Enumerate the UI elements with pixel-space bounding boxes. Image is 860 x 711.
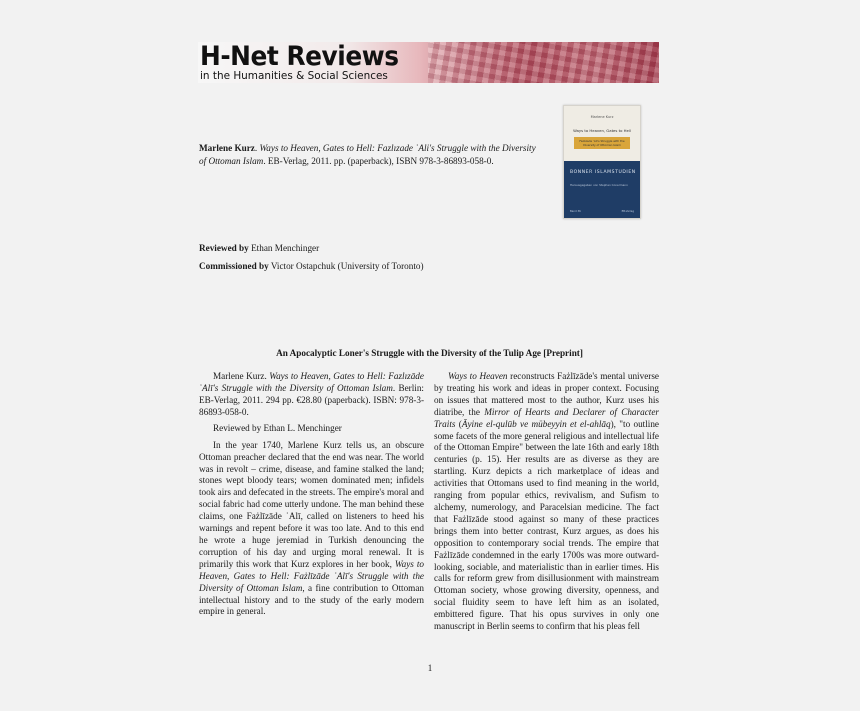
cover-box-text: Fazlızade ʿAli's Struggle with the Diversity of Ottoman Islam [579,139,625,147]
hnet-logo-text: H-Net Reviews [200,42,399,72]
cover-top [564,106,640,161]
reviewer-name: Ethan Menchinger [251,243,320,253]
text-span: . Berlin: EB-Verlag, 2011. 294 pp. €28.80 (paperback). ISBN: 978-3-86893-058-0. [199,382,424,417]
paragraph [199,440,424,619]
text-span: reconstructs Fażlīzāde's mental universe by treating his work and ideas in proper context. Focusing on issues that mattered most to the author, Kurz uses his diatribe, the [434,371,659,417]
text-span: Marlene Kurz. [213,371,270,381]
reviewed-by-label: Reviewed by [199,243,249,253]
hnet-banner [198,42,659,83]
cover-title-box [574,137,630,149]
commissioned-by-label: Commissioned by [199,261,269,271]
cover-editor: Herausgegeben von Stephan Conermann [570,183,628,187]
text-span: , a fine contribution to Ottoman intellectual history and to the study of the early modern empire in general. [199,582,424,617]
reviewed-by-line [199,242,319,254]
cover-author: Marlene Kurz [590,115,614,119]
commissioned-by-line [199,260,424,272]
cover-series: BONNER ISLAMSTUDIEN [570,170,636,175]
cover-bottom [564,161,640,218]
citation-details: EB-Verlag, 2011. pp. (paperback), ISBN 978-3-86893-058-0. [267,155,494,166]
work-title-italic: Āyine el-qulūb ve mübeyyin et el-ahlāq [461,418,611,429]
review-title: An Apocalyptic Loner's Struggle with the Diversity of the Tulip Age [Preprint] [276,348,583,358]
book-title-italic: Ways to Heaven [448,371,508,381]
commissioner-name: Victor Ostapchuk (University of Toronto) [270,261,424,271]
paragraph [434,371,659,633]
cover-volume: Band 36 [570,210,581,213]
book-cover-image [563,105,641,219]
left-column [199,371,424,623]
text-span: In the year 1740, Marlene Kurz tells us, an obscure Ottoman preacher declared that the end was near. The world was in revolt – crime, disease, and famine stalked the land; stones wept bloody tears; women dominated men; infidels took airs and defecated in the streets. The empire's moral and social fabric had come utterly undone. The man behind these claims, one Fażlīzāde ʿAlī, called on listeners to heed his warnings and repent before it was too late. And to this end he wrote a huge jeremiad in Turkish denouncing the corruption of his day and urging moral renewal. It is primarily this work that Kurz explores in her book, [199,439,424,569]
book-title-italic: Ways to Heaven, Gates to Hell: Fażlīzāde ʿAlī's Struggle with the Diversity of Ottoman Islam [199,558,424,593]
citation-title: Ways to Heaven, Gates to Hell: Fazlızade ʿAli's Struggle with the Diversity of Ottoman Islam [199,143,536,166]
page-number: 1 [427,663,433,673]
paragraph [199,371,424,419]
text-span: ), "to outline some facets of the more general religious and intellectual life of the Ottoman Empire" between the late 16th and early 18th centuries (p. 15). Her results are as diverse as they are startling. Kurz depicts a rich marketplace of ideas and activities that Ottomans used to find meaning in the world, ranging from popular ethics, revivalism, and Sufism to alchemy, numerology, and Paracelsian medicine. The fact that Fażlīzāde stood against so many of these practices brings them into better contrast, Kurz argues, as does his opposition to contemporary social trends. The empire that Fażlīzāde condemned in the early 1700s was more outward-looking, sociable, and materialistic than in earlier times. His calls for reform grew from disillusionment with mainstream Ottoman society, whose growing diversity, openness, and social fluidity seem to have left him as an isolated, embittered figure. That his opus survives in only one manuscript in Berlin seems to confirm that his pleas fell [434,418,660,632]
citation-author: Marlene Kurz [199,143,255,153]
hnet-logo-subtitle: in the Humanities & Social Sciences [200,69,388,82]
paragraph: Reviewed by Ethan L. Menchinger [213,423,342,434]
work-title-italic: Mirror of Hearts and Declarer of Character Traits [434,406,659,429]
keyboard-image [428,42,659,83]
book-title-italic: Ways to Heaven, Gates to Hell: Fazlızāde ʿAlī's Struggle with the Diversity of Ottoman Islam [199,371,424,393]
book-citation: Marlene Kurz. Ways to Heaven, Gates to Hell: Fazlızade ʿAli's Struggle with the Diversity of Ottoman Islam. EB-Verlag, 2011. pp. (paperback), ISBN 978-3-86893-058-0. [199,143,536,166]
text-span: ( [455,418,462,429]
cover-publisher: EB-Verlag [621,210,634,213]
cover-title: Ways to Heaven, Gates to Hell [573,128,631,133]
right-column [434,371,659,638]
